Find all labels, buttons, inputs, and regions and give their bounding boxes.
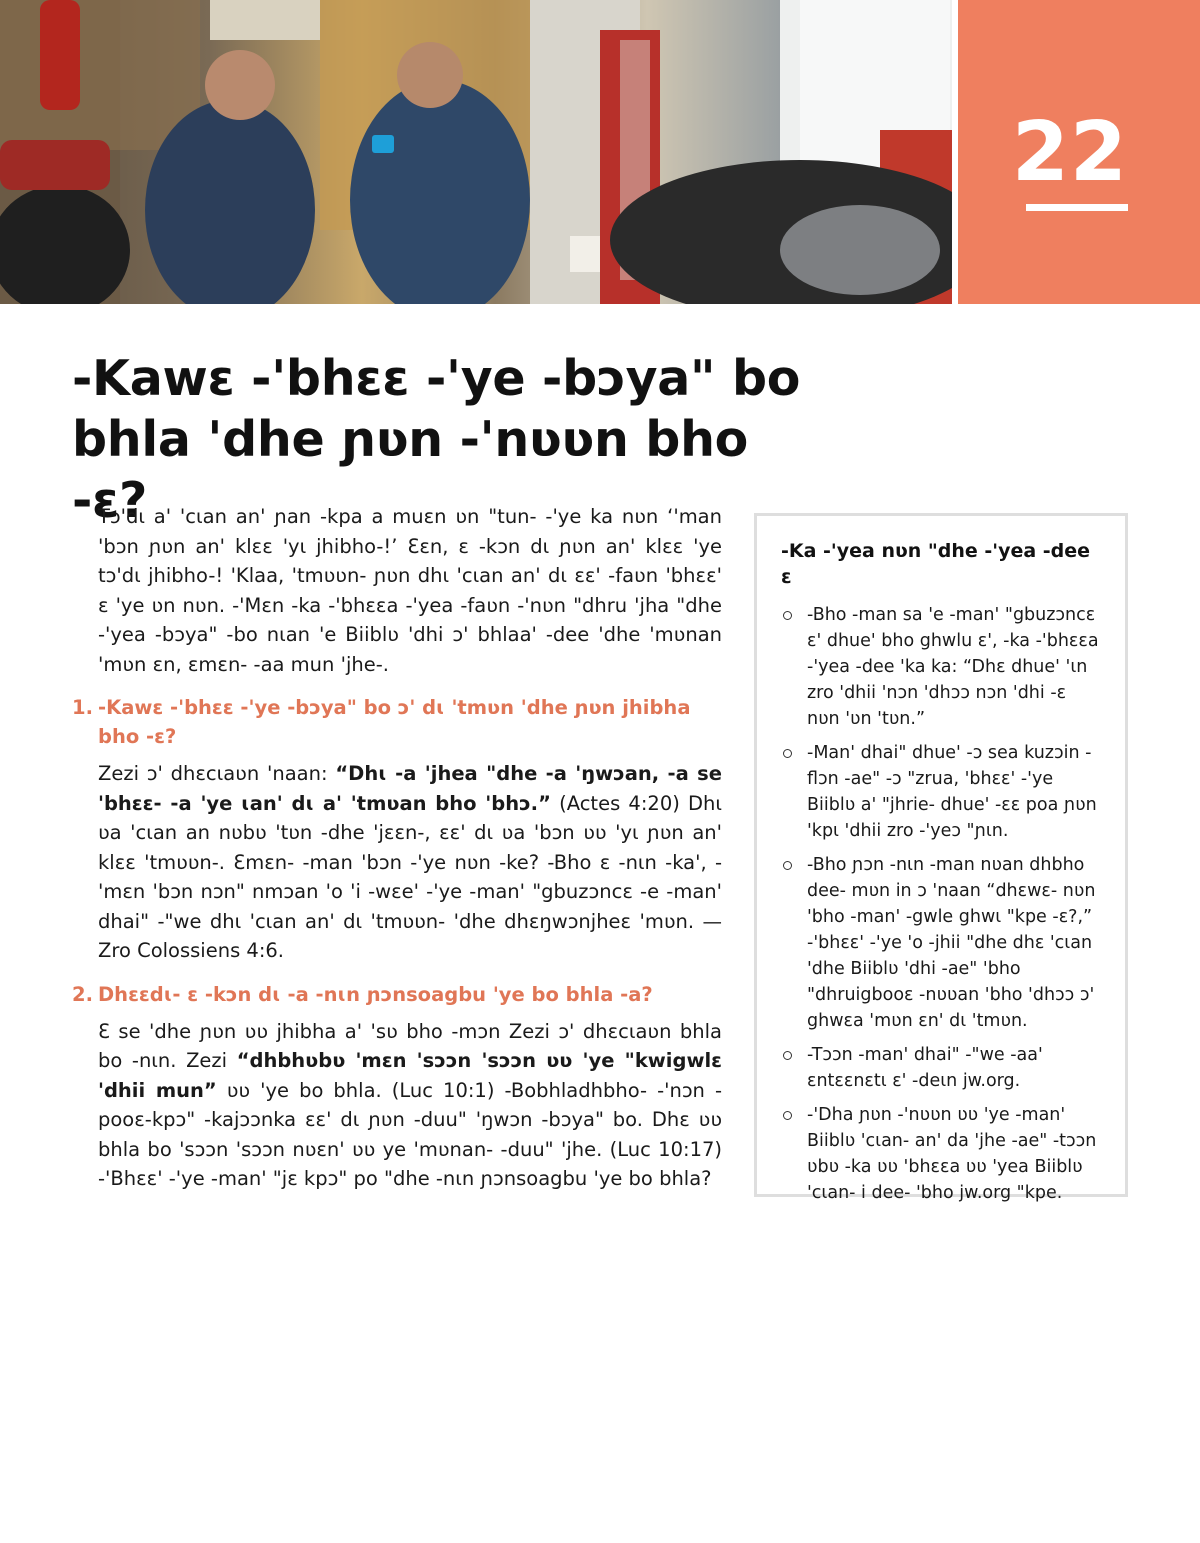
sidebar-item-text: -Man' dhai" dhue' -ɔ sea kuzɔin -flɔn -ae" -ɔ "zrua, 'bhɛɛ' -'ye Biiblʋ a' "jhrie- dhue' -ɛɛ poa ɲʋn 'kpɩ 'dhii zro -'yeɔ "ɲɩn. bbox=[807, 743, 1097, 841]
circle-bullet-icon bbox=[783, 611, 792, 620]
sidebar-title: -Ka -'yea nʋn "dhe -'yea -dee ɛ bbox=[781, 540, 1091, 588]
garage-scene-image bbox=[0, 0, 952, 304]
question-text: Dhɛɛdɩ- ɛ -kɔn dɩ -a -nɩn ɲɔnsoagbu 'ye bo bhla -a? bbox=[98, 982, 653, 1006]
sidebar-item-text: -'Dha ɲʋn -'nʋʋn ʋʋ 'ye -man' Biiblʋ 'cɩan- an' da 'jhe -ae" -tɔɔn ʋbʋ -ka ʋʋ 'bhɛɛa ʋʋ 'yea Biiblʋ 'cɩan- i dee- 'bho jw.org "kpe. bbox=[807, 1105, 1097, 1203]
sidebar-list-item bbox=[781, 602, 1099, 732]
sidebar-list-item bbox=[781, 1102, 1099, 1206]
circle-bullet-icon bbox=[783, 1111, 792, 1120]
sidebar-list-item bbox=[781, 852, 1099, 1034]
answer-paragraph-2 bbox=[72, 1017, 722, 1194]
answer-lead: Ɛ se 'dhe ɲʋn ʋʋ jhibha a' 'sʋ bho -mɔn Zezi ɔ' dhɛcɩaʋn bhla bo -nɩn. Zezi bbox=[98, 1019, 722, 1072]
scripture-quote: “dhbhʋbʋ 'mɛn 'sɔɔn 'sɔɔn ʋʋ 'ye "kwigwlɛ 'dhii mun” bbox=[98, 1049, 722, 1102]
scripture-quote: “Dhɩ -a 'jhea "dhe -a 'ŋwɔan, -a se 'bhɛɛ- -a 'ye ɩan' dɩ a' 'tmʋan bho 'bhɔ.” bbox=[98, 762, 722, 815]
lesson-number-underline bbox=[1026, 204, 1128, 211]
sidebar-item-text: -Bho -man sa 'e -man' "gbuzɔncɛ ɛ' dhue' bho ghwlu ɛ', -ka -'bhɛɛa -'yea -dee 'ka ka: “Dhɛ dhue' 'ɩn zro 'dhii 'nɔn 'dhɔɔ nɔn 'dhi -ɛ nʋn 'ʋn 'tʋn.” bbox=[807, 605, 1099, 729]
answer-lead: Zezi ɔ' dhɛcɩaʋn 'naan: bbox=[98, 762, 336, 785]
sidebar-item-text: -Tɔɔn -man' dhai" -"we -aa' ɛntɛɛnɛtɩ ɛ' -deɩn jw.org. bbox=[807, 1045, 1043, 1091]
circle-bullet-icon bbox=[783, 861, 792, 870]
answer-paragraph-1 bbox=[72, 759, 722, 966]
answer-rest: ʋʋ 'ye bo bhla. (Luc 10:1) -Bobhladhbho- -'nɔn -pooɛ-kpɔ" -kajɔɔnka ɛɛ' dɩ ɲʋn -duu" 'ŋwɔn -bɔya" bo. Dhɛ ʋʋ bhla bo 'sɔɔn 'sɔɔn nʋɛn' ʋʋ ye 'mʋnan- -duu" 'jhe. (Luc 10:17) -'Bhɛɛ' -'ye -man' "jɛ kpɔ" po "dhe -nɩn ɲɔnsoagbu 'ye bo bhla? bbox=[98, 1078, 722, 1190]
hero-photo bbox=[0, 0, 952, 304]
question-2 bbox=[72, 980, 722, 1009]
circle-bullet-icon bbox=[783, 749, 792, 758]
sidebar-list-item bbox=[781, 740, 1099, 844]
intro-paragraph: Tɔ'dɩ a' 'cɩan an' ɲan -kpa a muɛn ʋn "tun- -'ye ka nʋn ‘'man 'bɔn ɲʋn an' klɛɛ 'yɩ jhibho-!’ Ɛɛn, ɛ -kɔn dɩ ɲʋn an' klɛɛ 'ye tɔ'dɩ jhibho-! 'Klaa, 'tmʋʋn- ɲʋn dhɩ 'cɩan an' dɩ ɛɛ' -faʋn 'bhɛɛ' ɛ 'ye ʋn nʋn. -'Mɛn -ka -'bhɛɛa -'yea -faʋn -'nʋn "dhru 'jha "dhe -'yea -bɔya" -bo nɩan 'e Biiblʋ 'dhi ɔ' bhlaa' -dee 'dhe 'mʋnan 'mʋn ɛn, ɛmɛn- -aa mun 'jhe-. bbox=[98, 505, 722, 676]
lesson-badge bbox=[958, 0, 1200, 304]
sidebar-list-item bbox=[781, 1042, 1099, 1094]
lesson-number: 22 bbox=[1011, 105, 1128, 200]
circle-bullet-icon bbox=[783, 1051, 792, 1060]
question-number: 1. bbox=[72, 696, 93, 719]
sidebar-item-text: -Bho ɲɔn -nɩn -man nʋan dhbho dee- mʋn in ɔ 'naan “dhɛwɛ- nʋn 'bho -man' -gwle ghwɩ "kpe -ɛ?,” -'bhɛɛ' -'ye 'o -jhii "dhe dhɛ 'cɩan 'dhe Biiblʋ 'dhi -ae" 'bho "dhruigbooɛ -nʋʋan 'bho 'dhɔɔ ɔ' ghwɛa 'mʋn ɛn' dɩ 'tmʋn. bbox=[807, 855, 1096, 1031]
question-1 bbox=[72, 693, 722, 751]
page-title: -Kawɛ -'bhɛɛ -'ye -bɔya" bo bhla 'dhe ɲʋn -'nʋʋn bho -ɛ? bbox=[72, 350, 801, 529]
question-number: 2. bbox=[72, 982, 93, 1006]
question-text: -Kawɛ -'bhɛɛ -'ye -bɔya" bo ɔ' dɩ 'tmʋn 'dhe ɲʋn jhibha bho -ɛ? bbox=[98, 696, 691, 748]
answer-rest: (Actes 4:20) Dhɩ ʋa 'cɩan an nʋbʋ 'tʋn -dhe 'jɛɛn-, ɛɛ' dɩ ʋa 'bɔn ʋʋ 'yɩ ɲʋn an' klɛɛ 'tmʋʋn-. Ɛmɛn- -man 'bɔn -'ye nʋn -ke? -Bho ɛ -nɩn -ka', -'mɛn 'bɔn nɔn" nmɔan 'o 'i -wɛe' -'ye -man' "gbuzɔncɛ -e -man' dhai" -"we dhɩ 'cɩan an' dɩ 'tmʋʋn- 'dhe dhɛŋwɔnjheɛ 'mʋn. —Zro Colossiens 4:6. bbox=[98, 791, 722, 962]
sidebar-list bbox=[781, 602, 1099, 1206]
main-column bbox=[72, 502, 722, 1194]
tips-sidebar bbox=[754, 513, 1128, 1203]
